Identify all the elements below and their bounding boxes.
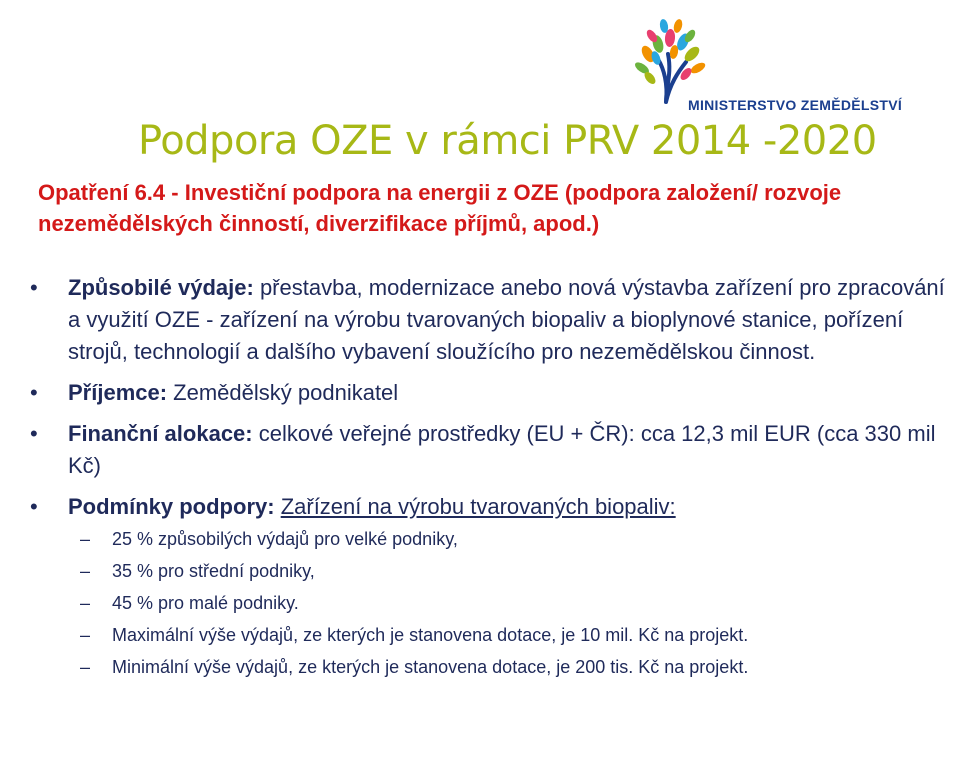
bullet-item-conditions bbox=[26, 491, 951, 523]
bullet-text: přestavba, modernizace anebo nová výstavba zařízení pro zpracování a využití OZE - zařízení na výrobu tvarovaných biopaliv a bioplynové stanice, pořízení strojů, technologií a dalšího vybavení sloužícího pro nezemědělskou činnost. bbox=[68, 275, 945, 364]
slide-subtitle: Opatření 6.4 - Investiční podpora na energii z OZE (podpora založení/ rozvoje nezemědělských činností, diverzifikace příjmů, apod.) bbox=[38, 180, 842, 236]
bullet-underlined-text: Zařízení na výrobu tvarovaných biopaliv: bbox=[280, 494, 676, 519]
sub-item: – Minimální výše výdajů, ze kterých je stanovena dotace, je 200 tis. Kč na projekt. bbox=[26, 651, 951, 683]
bullet-label: Způsobilé výdaje: bbox=[68, 275, 254, 300]
bullet-list bbox=[26, 272, 951, 683]
sub-item: – 25 % způsobilých výdajů pro velké podniky, bbox=[26, 523, 951, 555]
sub-item: – 35 % pro střední podniky, bbox=[26, 555, 951, 587]
bullet-label: Podmínky podpory: bbox=[68, 494, 275, 519]
bullet-label: Příjemce: bbox=[68, 380, 168, 405]
bullet-item-eligible-expenses bbox=[26, 272, 951, 368]
bullet-text: celkové veřejné prostředky (EU + ČR): cca 12,3 mil EUR (cca 330 mil Kč) bbox=[68, 421, 936, 478]
bullet-label: Finanční alokace: bbox=[68, 421, 253, 446]
bullet-text: Zemědělský podnikatel bbox=[167, 380, 399, 405]
ministry-logo-text: MINISTERSTVO ZEMĚDĚLSTVÍ bbox=[688, 97, 903, 113]
bullet-item-allocation bbox=[26, 418, 951, 482]
sub-item: – 45 % pro malé podniky. bbox=[26, 587, 951, 619]
bullet-item-recipient bbox=[26, 377, 951, 409]
sub-item: – Maximální výše výdajů, ze kterých je stanovena dotace, je 10 mil. Kč na projekt. bbox=[26, 619, 951, 651]
slide-title: Podpora OZE v rámci PRV 2014 -2020 bbox=[138, 118, 877, 164]
